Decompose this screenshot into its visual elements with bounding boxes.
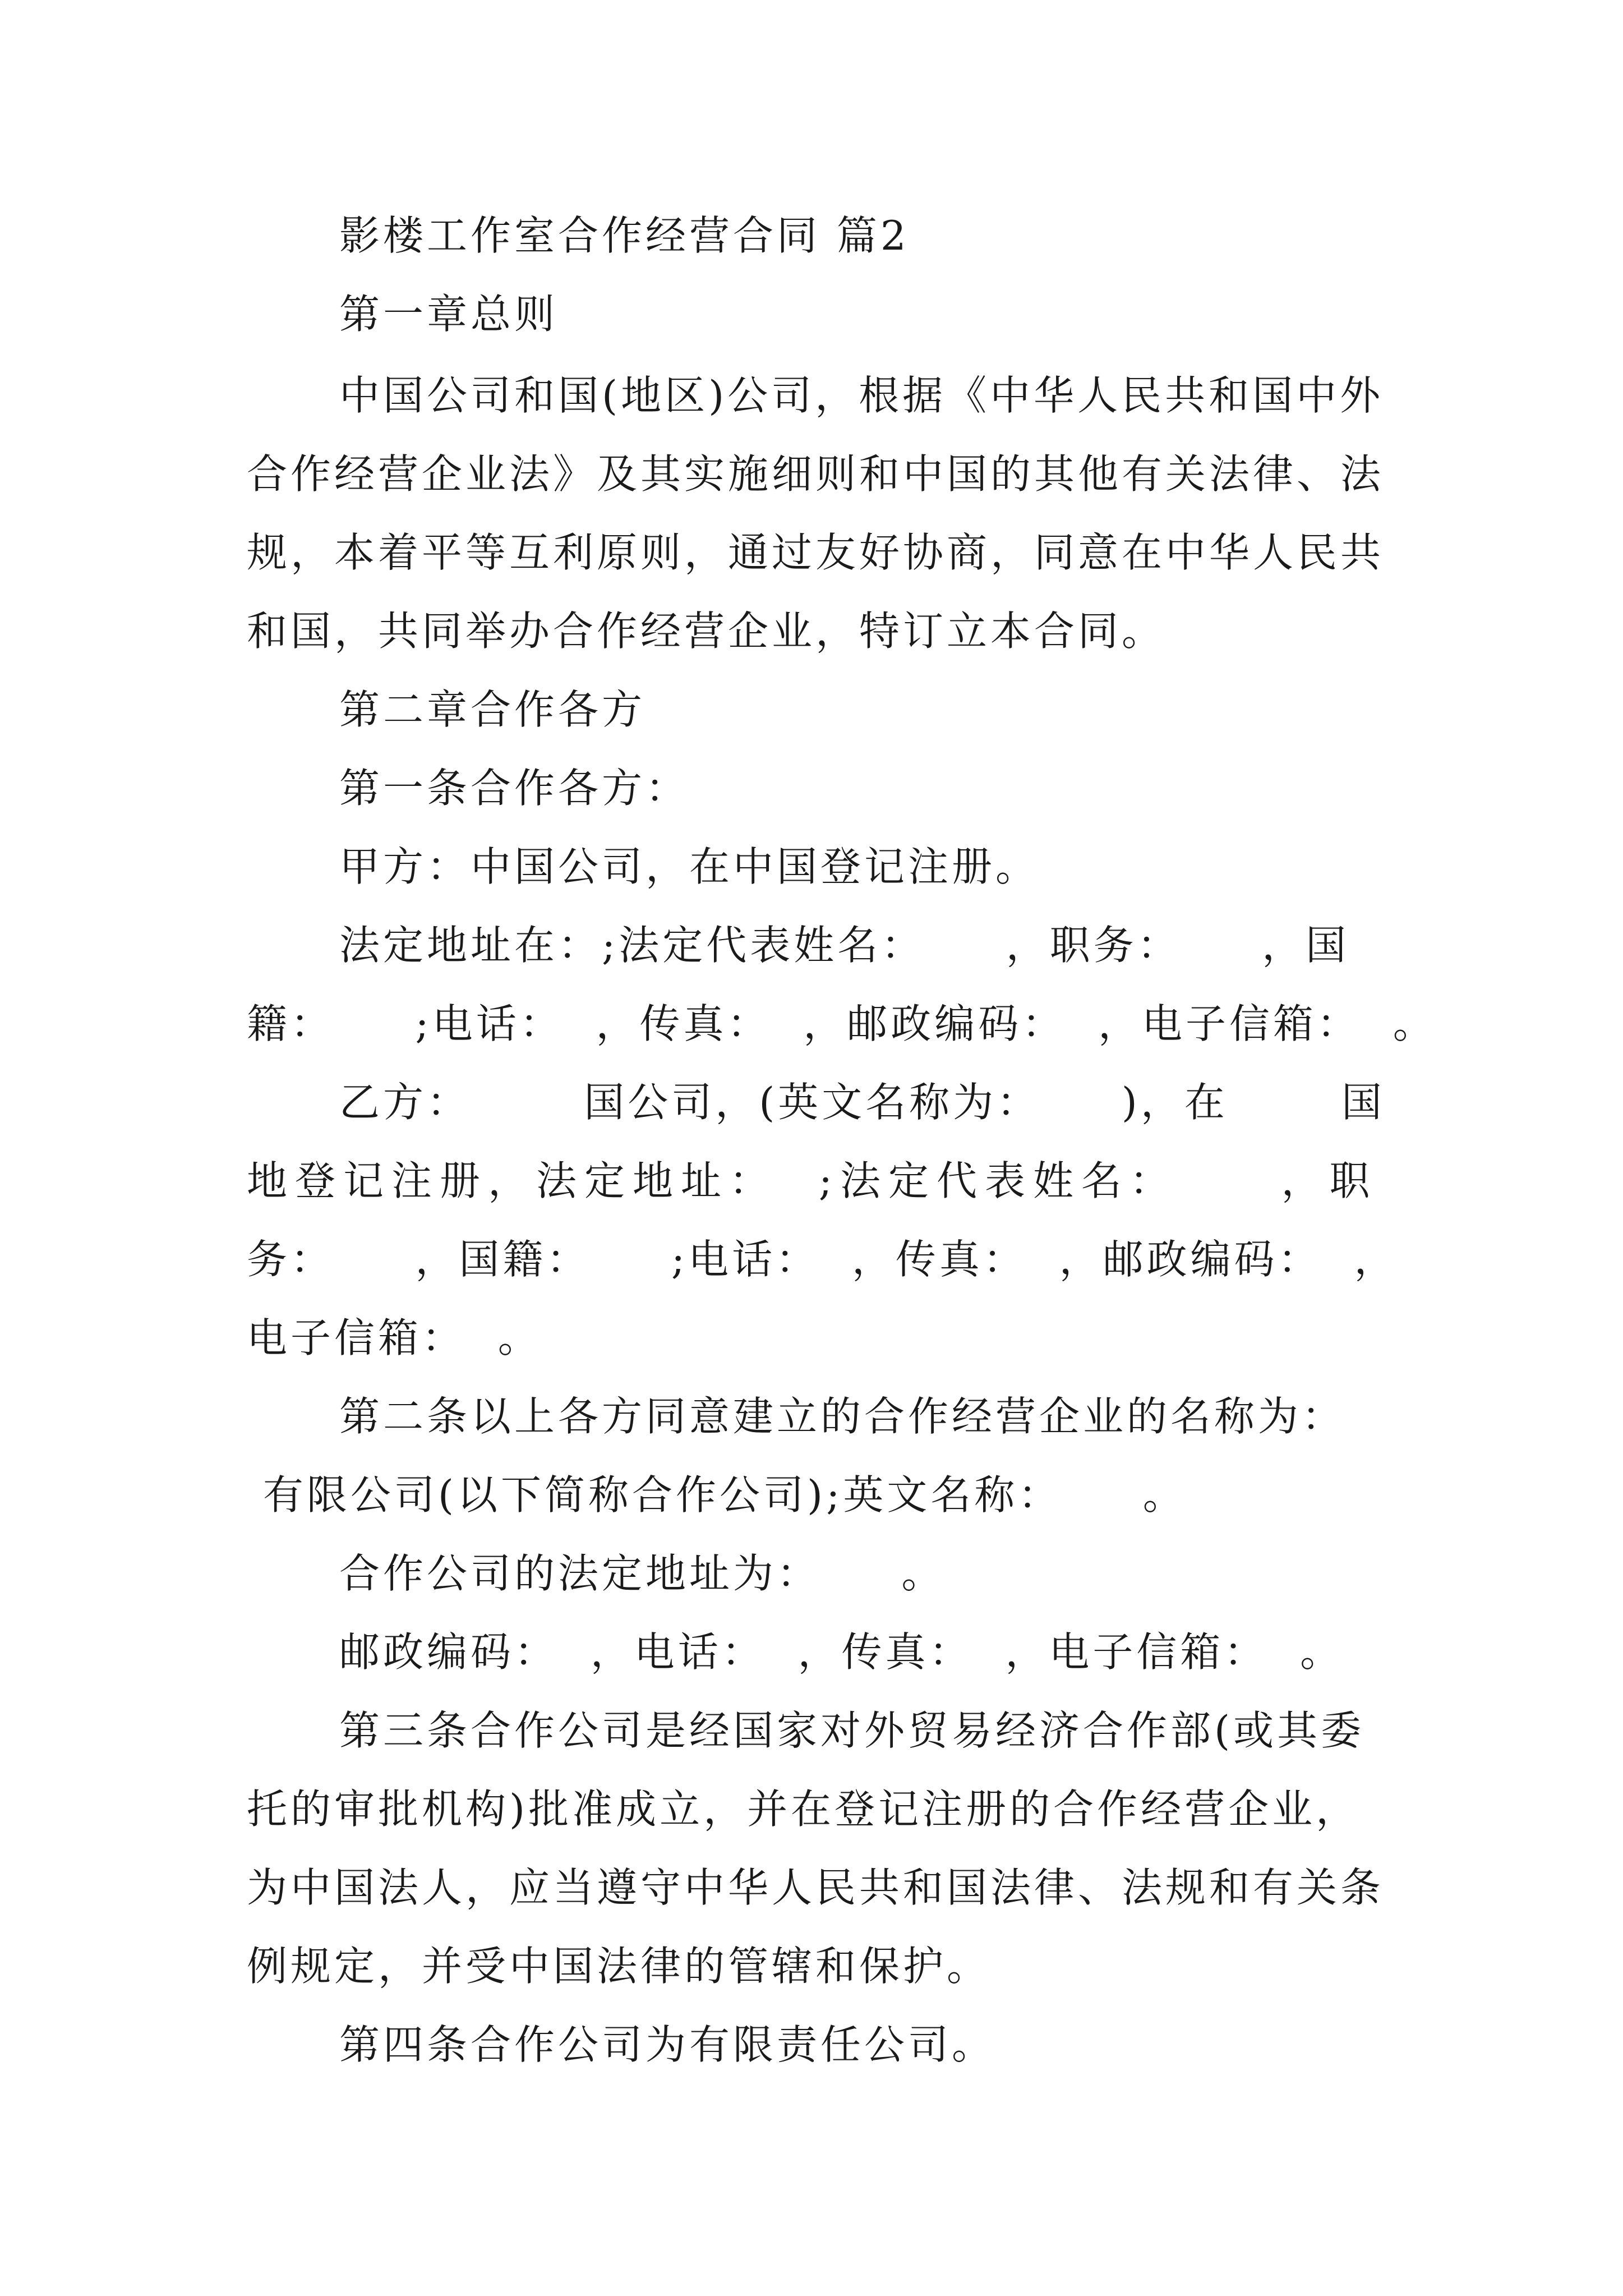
paragraph-line: 电子信箱： 。 <box>247 1314 542 1361</box>
paragraph-line: 乙方： 国公司，(英文名称为： )，在 国 <box>339 1079 1386 1126</box>
paragraph-line: 例规定，并受中国法律的管辖和保护。 <box>247 1943 991 1990</box>
chapter-heading: 第二章合作各方 <box>339 686 646 733</box>
paragraph-line: 甲方：中国公司，在中国登记注册。 <box>339 843 1040 890</box>
chapter-heading: 第一章总则 <box>339 291 559 338</box>
paragraph-line: 地登记注册，法定地址： ;法定代表姓名： ，职 <box>247 1157 1378 1204</box>
article-heading: 第三条合作公司是经国家对外贸易经济合作部(或其委 <box>339 1707 1365 1754</box>
paragraph-line: 籍： ;电话： ，传真： ，邮政编码： ，电子信箱： 。 <box>247 1000 1437 1047</box>
paragraph-line: 规，本着平等互利原则，通过友好协商，同意在中华人民共 <box>247 529 1385 576</box>
paragraph-line: 务： ，国籍： ;电话： ，传真： ，邮政编码： ， <box>247 1236 1398 1283</box>
paragraph-line: 托的审批机构)批准成立，并在登记注册的合作经营企业， <box>247 1786 1360 1833</box>
paragraph-line: 中国公司和国(地区)公司，根据《中华人民共和国中外 <box>339 372 1384 419</box>
article-heading: 第二条以上各方同意建立的合作经营企业的名称为： <box>339 1393 1346 1440</box>
paragraph-line: 有限公司(以下简称合作公司);英文名称： 。 <box>247 1471 1187 1519</box>
document-title: 影楼工作室合作经营合同 篇2 <box>339 212 910 259</box>
article-heading: 第四条合作公司为有限责任公司。 <box>339 2021 996 2068</box>
paragraph-line: 邮政编码： ，电话： ，传真： ，电子信箱： 。 <box>339 1628 1344 1676</box>
paragraph-line: 合作公司的法定地址为： 。 <box>339 1550 946 1597</box>
paragraph-line: 和国，共同举办合作经营企业，特订立本合同。 <box>247 608 1166 655</box>
article-heading: 第一条合作各方： <box>339 765 690 812</box>
paragraph-line: 合作经营企业法》及其实施细则和中国的其他有关法律、法 <box>247 450 1385 498</box>
paragraph-line: 法定地址在：;法定代表姓名： ，职务： ，国 <box>339 922 1350 969</box>
paragraph-line: 为中国法人，应当遵守中华人民共和国法律、法规和有关条 <box>247 1864 1385 1911</box>
